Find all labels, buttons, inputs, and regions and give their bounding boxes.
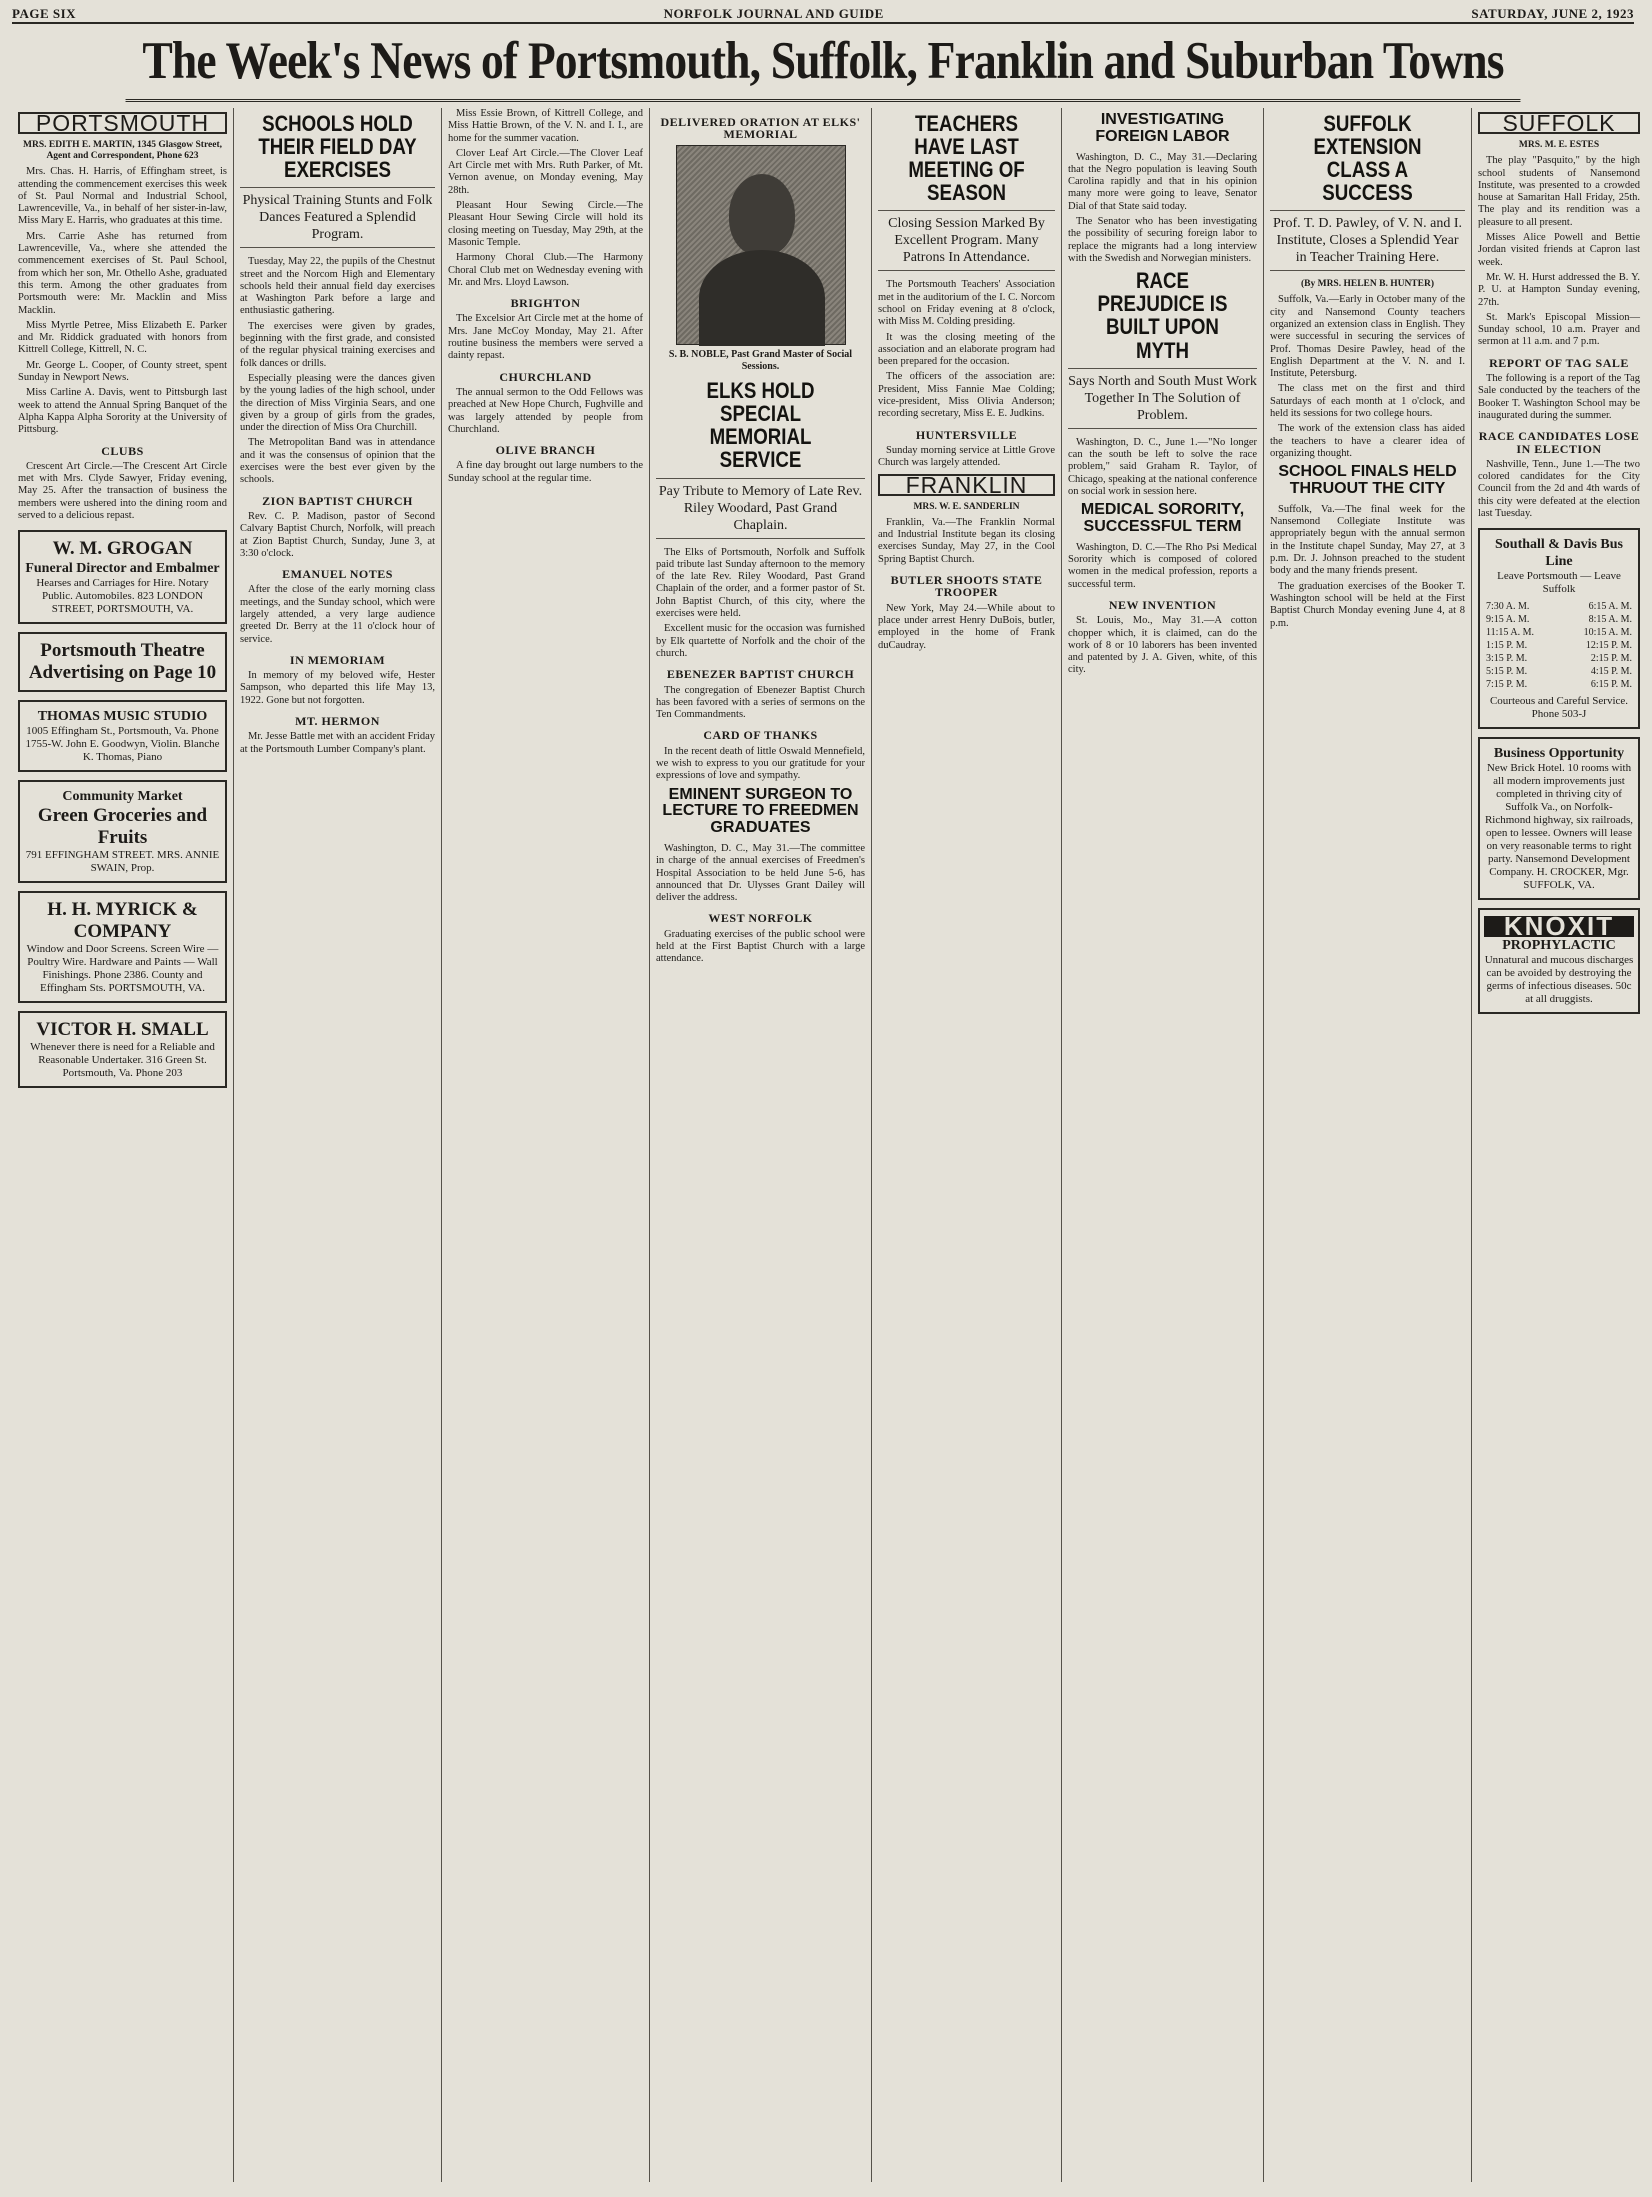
section-title-franklin: FRANKLIN (878, 474, 1055, 496)
news-item: Excellent music for the occasion was furnished by Elk quartette of Norfolk and the choir of the church. (656, 623, 865, 659)
ad-title: THOMAS MUSIC STUDIO (37, 709, 208, 725)
ad-portsmouth-theatre (18, 632, 227, 692)
departure-suffolk: 2:15 P. M. (1590, 653, 1632, 665)
news-item: The Excelsior Art Circle met at the home of Mrs. Jane McCoy Monday, May 21. After routine business the members were served a dainty repast. (448, 313, 643, 362)
article-byline: (By MRS. HELEN B. HUNTER) (1300, 279, 1434, 290)
timetable-row (1484, 652, 1634, 665)
photo-caption: S. B. NOBLE, Past Grand Master of Social Sessions. (668, 348, 853, 372)
news-item: In memory of my beloved wife, Hester Sampson, who departed this life May 13, 1922. Gone but not forgotten. (240, 670, 435, 706)
portrait-torso (699, 250, 825, 346)
paper-name: NORFOLK JOURNAL AND GUIDE (663, 6, 884, 21)
column-teachers (872, 108, 1062, 2182)
news-item: New York, May 24.—While about to place under arrest Henry DuBois, butler, employed in the home of Frank duCaudray. (878, 602, 1055, 651)
news-item: The play "Pasquito," by the high school students of Nansemond Institute, was presented to a crowded house at Samaritan Hall Friday, 25th. The play and its rendition was a pleasure to all present. (1478, 155, 1640, 228)
ad-knoxit (1478, 908, 1640, 1014)
news-item: Pleasant Hour Sewing Circle.—The Pleasant Hour Sewing Circle will hold its closing meeting on Tuesday, May 29th, at the Masonic Temple. (448, 200, 643, 248)
columns (12, 108, 1640, 2182)
photo-kicker: DELIVERED ORATION AT ELKS' MEMORIAL (660, 115, 861, 142)
news-item: Misses Alice Powell and Bettie Jordan visited friends at Capron last week. (1478, 232, 1640, 268)
news-item: Washington, D. C., May 31.—Declaring that the Negro population is leaving South Carolina rapidly and that in his opinion many more were going to leave, Senator Dial of that State said today. (1068, 151, 1257, 212)
news-item: The officers of the association are: President, Miss Fannie Mae Colding; vice-president, Miss Olivia Anderson; recording secretary, Miss E. E. Judkins. (878, 371, 1055, 420)
news-item: The Senator who has been investigating the possibility of securing foreign labor to replace the migrants had a long interview with the Swedish and Norwegian ministers. (1068, 216, 1257, 264)
ad-title: Portsmouth Theatre Advertising on Page 10 (28, 640, 217, 684)
news-item: Miss Myrtle Petree, Miss Elizabeth E. Parker and Mr. Riddick graduated with honors from Kittrell College, Kittrell, N. C. (18, 319, 227, 356)
headline-school-finals: SCHOOL FINALS HELD THRUOUT THE CITY (1278, 463, 1457, 498)
ad-bus-line (1478, 528, 1640, 729)
news-item: The congregation of Ebenezer Baptist Church has been favored with a series of sermons on the Ten Commandments. (656, 684, 865, 721)
timetable-row (1484, 639, 1634, 652)
correspondent-byline: MRS. M. E. ESTES (1518, 140, 1600, 151)
subhead-clubs: CLUBS (101, 443, 144, 458)
news-item: The Elks of Portsmouth, Norfolk and Suffolk paid tribute last Sunday afternoon to the memory of the late Rev. Riley Woodard, Past Grand Chaplain of the order, and a former pastor of St. John Baptist Church, of this city, where the exercises were held. (656, 546, 865, 620)
ad-footer: Courteous and Careful Service. Phone 503-J (1489, 695, 1629, 721)
ad-body: Unnatural and mucous discharges can be avoided by destroying the germs of infectious diseases. 50c at all druggists. (1484, 954, 1634, 1006)
news-item: Washington, D. C., June 1.—"No longer can the south be left to solve the race problem," said Graham R. Taylor, of Chicago, speaking at the national conference on social work in session here. (1068, 436, 1257, 497)
column-schools (234, 108, 442, 2182)
news-item: The annual sermon to the Odd Fellows was preached at New Hope Church, Fughville and was largely attended by people from Churchland. (448, 386, 643, 435)
news-item: It was the closing meeting of the association and an elaborate program had been prepared for the occasion. (878, 331, 1055, 368)
ad-title: VICTOR H. SMALL (36, 1019, 209, 1041)
column-suffolk (1472, 108, 1646, 2182)
news-item: A fine day brought out large numbers to the Sunday school at the regular time. (448, 460, 643, 484)
column-elks (650, 108, 872, 2182)
news-item: Especially pleasing were the dances given by the young ladies of the high school, under the direction of Miss Virginia Sears, and one given by a group of girls from the grades, under the direction of Miss Ora Churchill. (240, 372, 435, 434)
column-portsmouth (12, 108, 234, 2182)
ad-community-market (18, 780, 227, 883)
news-item: The following is a report of the Tag Sale conducted by the teachers of the Booker T. Washington School may be inaugurated during the summer. (1478, 373, 1640, 421)
news-item: Mr. Jesse Battle met with an accident Friday at the Portsmouth Lumber Company's plant. (240, 731, 435, 755)
news-item: Mrs. Carrie Ashe has returned from Lawrenceville, Va., where she attended the commencement exercises of St. Paul School, from which her son, Mr. Othello Ashe, graduated this term. Among the other graduates from Portsmouth were: Mr. Macklin and Miss Macklin. (18, 230, 227, 316)
timetable-row (1484, 626, 1634, 639)
departure-suffolk: 8:15 A. M. (1588, 614, 1632, 626)
ad-body: 791 EFFINGHAM STREET. MRS. ANNIE SWAIN, Prop. (25, 849, 220, 875)
departure-portsmouth: 7:15 P. M. (1486, 679, 1528, 691)
departure-portsmouth: 1:15 P. M. (1486, 640, 1528, 652)
news-item: Mr. George L. Cooper, of County street, spent Sunday in Newport News. (18, 359, 227, 384)
issue-date: SATURDAY, JUNE 2, 1923 (1471, 6, 1634, 21)
subhead-zion: ZION BAPTIST CHURCH (262, 493, 413, 508)
section-title-portsmouth: PORTSMOUTH (18, 112, 227, 134)
departure-suffolk: 10:15 A. M. (1583, 627, 1632, 639)
news-item: St. Louis, Mo., May 31.—A cotton chopper which, it is claimed, can do the work of 8 or 10 laborers has been invented and patented by J. A. Given, white, of this city. (1068, 615, 1257, 676)
portrait-face (729, 174, 795, 256)
ad-subtitle: Green Groceries and Fruits (37, 805, 208, 849)
deck-elks: Pay Tribute to Memory of Late Rev. Riley Woodard, Past Grand Chaplain. (656, 478, 865, 539)
departure-portsmouth: 9:15 A. M. (1486, 614, 1530, 626)
news-item: After the close of the early morning class meetings, and the Sunday school, which were largely attended, a very large audience greeted Dr. Berry at the 11 o'clock hour of service. (240, 584, 435, 645)
news-item: Mr. W. H. Hurst addressed the B. Y. P. U. at Hampton Sunday evening, 27th. (1478, 271, 1640, 308)
news-item: Sunday morning service at Little Grove Church was largely attended. (878, 444, 1055, 469)
subhead-tag-sale: REPORT OF TAG SALE (1489, 355, 1629, 370)
ad-body: Window and Door Screens. Screen Wire — Poultry Wire. Hardware and Paints — Wall Finishings. Phone 2386. County and Effingham Sts. PORTSMOUTH, VA. (26, 943, 219, 995)
subhead-new-invention: NEW INVENTION (1108, 597, 1217, 612)
ad-title: W. M. GROGAN (52, 538, 193, 560)
subhead-race-candidates: RACE CANDIDATES LOSE IN ELECTION (1478, 429, 1640, 456)
page-number: PAGE SIX (12, 6, 77, 21)
ad-body: New Brick Hotel. 10 rooms with all modern improvements just completed in thriving city of Suffolk Va., on Norfolk-Richmond highway, six railroads, open to lessee. Owners will lease on very reasonable terms to right party. Nansemond Development Company. H. CROCKER, Mgr. SUFFOLK, VA. (1484, 762, 1634, 892)
ad-subtitle: PROPHYLACTIC (1502, 938, 1616, 954)
subhead-ebenezer: EBENEZER BAPTIST CHURCH (666, 667, 855, 682)
folio-line (12, 6, 1634, 24)
headline-schools-field-day: SCHOOLS HOLD THEIR FIELD DAY EXERCISES (258, 111, 417, 183)
departure-portsmouth: 3:15 P. M. (1486, 653, 1528, 665)
bus-timetable (1484, 600, 1634, 691)
headline-surgeon: EMINENT SURGEON TO LECTURE TO FREEDMEN GRADUATES (662, 785, 859, 837)
deck-teachers: Closing Session Marked By Excellent Program. Many Patrons In Attendance. (878, 210, 1055, 271)
news-item: Tuesday, May 22, the pupils of the Chestnut street and the Norcom High and Elementary schools held their annual field day exercises at Washington Park before a large and enthusiastic gathering. (240, 256, 435, 317)
subhead-card-of-thanks: CARD OF THANKS (703, 728, 818, 743)
ad-title: Southall & Davis Bus Line (1495, 537, 1623, 570)
subhead-olive-branch: OLIVE BRANCH (495, 443, 596, 458)
column-national (1062, 108, 1264, 2182)
subhead-in-memoriam: IN MEMORIAM (289, 652, 386, 667)
departure-suffolk: 6:15 P. M. (1590, 679, 1632, 691)
news-item: The graduation exercises of the Booker T. Washington school will be held at the First Baptist Church Monday evening June 4, at 8 p.m. (1270, 580, 1465, 629)
column-social (442, 108, 650, 2182)
ad-body: 1005 Effingham St., Portsmouth, Va. Phone 1755-W. John E. Goodwyn, Violin. Blanche K. Thomas, Piano (25, 725, 220, 764)
subhead-brighton: BRIGHTON (510, 296, 581, 311)
timetable-header: Leave Portsmouth — Leave Suffolk (1497, 570, 1621, 596)
headline-elks: ELKS HOLD SPECIAL MEMORIAL SERVICE (706, 378, 815, 473)
ad-title: KNOXIT (1484, 916, 1634, 937)
departure-suffolk: 12:15 P. M. (1585, 640, 1632, 652)
news-item: Suffolk, Va.—Early in October many of the city and Nansemond County teachers organized an extension class in English. They were successful in securing the services of Prof. Thomas Desire Pawley, head of the English Department at the V. N. and I. Institute, Petersburg. (1270, 294, 1465, 380)
ad-business-opportunity (1478, 737, 1640, 900)
deck-suffolk-extension: Prof. T. D. Pawley, of V. N. and I. Institute, Closes a Splendid Year in Teacher Training Here. (1270, 210, 1465, 271)
headline-race-prejudice: RACE PREJUDICE IS BUILT UPON MYTH (1097, 268, 1228, 363)
timetable-row (1484, 678, 1634, 691)
ad-victor-small (18, 1011, 227, 1088)
ad-grogan (18, 530, 227, 624)
news-item: Franklin, Va.—The Franklin Normal and Industrial Institute began its closing exercises Sunday, May 27, in the Cool Spring Baptist Church. (878, 516, 1055, 565)
section-title-suffolk: SUFFOLK (1478, 112, 1640, 134)
subhead-huntersville: HUNTERSVILLE (915, 427, 1018, 442)
news-item: The Portsmouth Teachers' Association met in the auditorium of the I. C. Norcom school on Friday evening at 8 o'clock, with Miss M. Colding presiding. (878, 279, 1055, 328)
news-item: The Metropolitan Band was in attendance and it was the consensus of opinion that the exercises were the best ever given by the schools. (240, 437, 435, 486)
departure-portsmouth: 7:30 A. M. (1486, 601, 1530, 613)
ad-body: Hearses and Carriages for Hire. Notary Public. Automobiles. 823 LONDON STREET, PORTSMOUTH, VA. (36, 577, 209, 616)
news-item: Harmony Choral Club.—The Harmony Choral Club met on Wednesday evening with Mr. and Mrs. Lloyd Lawson. (448, 252, 643, 288)
news-item: Mrs. Chas. H. Harris, of Effingham street, is attending the commencement exercises this week of St. Paul Normal and Industrial School, Lawrenceville, Va., in behalf of her sister-in-law, Miss Mary E. Harris, who graduates at this time. (18, 166, 227, 227)
timetable-row (1484, 600, 1634, 613)
timetable-row (1484, 613, 1634, 626)
timetable-row (1484, 665, 1634, 678)
ad-myrick (18, 891, 227, 1003)
deck-schools: Physical Training Stunts and Folk Dances Featured a Splendid Program. (240, 187, 435, 248)
news-item: Washington, D. C., May 31.—The committee in charge of the annual exercises of Freedmen's Hospital Association to be held June 5-6, has announced that Dr. Ulysses Grant Dailey will deliver the address. (656, 843, 865, 904)
news-item: Nashville, Tenn., June 1.—The two colored candidates for the City Council from the 2d and 4th wards of this city were defeated at the election last Tuesday. (1478, 458, 1640, 520)
subhead-emanuel: EMANUEL NOTES (282, 567, 393, 582)
headline-medical-sorority: MEDICAL SORORITY, SUCCESSFUL TERM (1080, 501, 1245, 535)
news-item: The work of the extension class has aided the teachers to have a clearer idea of organizing thought. (1270, 423, 1465, 459)
departure-suffolk: 6:15 A. M. (1588, 601, 1632, 613)
correspondent-byline: MRS. EDITH E. MARTIN, 1345 Glasgow Street, Agent and Correspondent, Phone 623 (23, 140, 222, 162)
ad-body: Whenever there is need for a Reliable and Reasonable Undertaker. 316 Green St. Portsmouth, Va. Phone 203 (30, 1041, 215, 1080)
portrait-photo (676, 145, 846, 345)
ad-title: H. H. MYRICK & COMPANY (47, 899, 198, 943)
subhead-mt-hermon: MT. HERMON (295, 714, 380, 729)
departure-portsmouth: 11:15 A. M. (1486, 627, 1534, 639)
deck-race-prejudice: Says North and South Must Work Together In The Solution of Problem. (1068, 368, 1257, 429)
news-item: The exercises were given by grades, beginning with the first grade, and consisted of the regular physical training exercises and folk dances or drills. (240, 320, 435, 369)
headline-foreign-labor: INVESTIGATING FOREIGN LABOR (1095, 111, 1230, 145)
ad-title: Business Opportunity (1493, 746, 1625, 762)
news-item: Crescent Art Circle.—The Crescent Art Circle met with Mrs. Clyde Sawyer, Friday evening, May 25. After the transaction of business the members were ushered into the dining room and served to a delicious repast. (18, 460, 227, 522)
news-item: Clover Leaf Art Circle.—The Clover Leaf Art Circle met with Mrs. Ruth Parker, of Mt. Vernon avenue, on Monday evening, May 28th. (448, 147, 643, 196)
departure-suffolk: 4:15 P. M. (1590, 666, 1632, 678)
subhead-west-norfolk: WEST NORFOLK (708, 911, 813, 926)
departure-portsmouth: 5:15 P. M. (1486, 666, 1528, 678)
ad-subtitle: Funeral Director and Embalmer (25, 561, 220, 577)
news-item: Miss Essie Brown, of Kittrell College, and Miss Hattie Brown, of the V. N. and I. I., are home for the summer vacation. (448, 108, 643, 144)
news-item: Rev. C. P. Madison, pastor of Second Calvary Baptist Church, Norfolk, will preach at Zion Baptist Church, Sunday, June 3, at 3:30 o'clock. (240, 510, 435, 559)
news-item: Graduating exercises of the public school were held at the First Baptist Church with a large attendance. (656, 928, 865, 965)
news-item: Washington, D. C.—The Rho Psi Medical Sorority which is composed of colored women in the medical profession, reports a successful term. (1068, 541, 1257, 590)
ad-thomas-music-studio (18, 700, 227, 772)
headline-teachers: TEACHERS HAVE LAST MEETING OF SEASON (908, 111, 1025, 206)
news-item: In the recent death of little Oswald Mennefield, we wish to express to you our gratitude for your expressions of love and sympathy. (656, 745, 865, 782)
news-item: Miss Carline A. Davis, went to Pittsburgh last week to attend the Annual Spring Banquet of the Alpha Kappa Alpha Sorority at the University of Pittsburg. (18, 387, 227, 436)
subhead-churchland: CHURCHLAND (499, 369, 592, 384)
subhead-butler: BUTLER SHOOTS STATE TROOPER (890, 573, 1043, 600)
ad-title: Community Market (62, 789, 183, 805)
page-masthead: The Week's News of Portsmouth, Suffolk, Franklin and Suburban Towns (126, 24, 1521, 102)
news-item: Suffolk, Va.—The final week for the Nansemond Collegiate Institute was appropriately begun with the annual sermon in the Institute chapel Sunday, May 27, at 3 p.m. Dr. J. Johnson preached to the student body and the many friends present. (1270, 503, 1465, 577)
correspondent-byline: MRS. W. E. SANDERLIN (913, 501, 1020, 512)
news-item: The class met on the first and third Saturdays of each month at 1 o'clock, and held its sessions for two college hours. (1270, 383, 1465, 420)
headline-suffolk-extension: SUFFOLK EXTENSION CLASS A SUCCESS (1313, 111, 1422, 206)
news-item: St. Mark's Episcopal Mission—Sunday school, 10 a.m. Prayer and sermon at 11 a.m. and 7 p.m. (1478, 311, 1640, 348)
column-suffolk-extension (1264, 108, 1472, 2182)
